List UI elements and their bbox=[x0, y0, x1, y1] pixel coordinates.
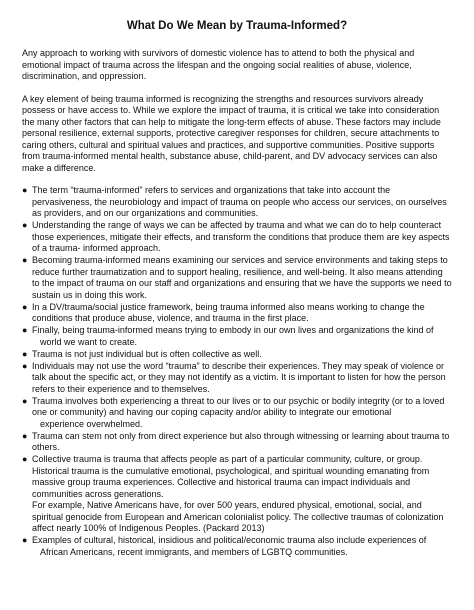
bullet-icon: ● bbox=[22, 220, 28, 230]
list-item-text: Trauma can stem not only from direct experience but also through witnessing or learning about trauma to others. bbox=[32, 430, 450, 452]
list-item bbox=[22, 185, 452, 220]
list-item-text: Trauma is not just individual but is often collective as well. bbox=[32, 348, 262, 359]
list-item bbox=[22, 349, 452, 361]
list-item bbox=[22, 535, 452, 558]
bullet-list bbox=[22, 185, 452, 558]
list-item-text: In a DV/trauma/social justice framework, being trauma informed also means working to change the conditions that produce abuse, violence, and trauma in the first place. bbox=[32, 301, 425, 323]
list-item-text: Individuals may not use the word “trauma” to describe their experiences. They may speak of violence or talk about the specific act, or they may not identify as a victim. It is important to listen for how the person refers to their experience and to themselves. bbox=[32, 360, 446, 394]
list-item-text: The term “trauma-informed” refers to services and organizations that take into account the pervasiveness, the neurobiology and impact of trauma on people who access our services, on ourselves as providers, and on our organizations and communities. bbox=[32, 185, 447, 218]
list-item bbox=[22, 454, 452, 535]
bullet-icon: ● bbox=[22, 535, 28, 545]
list-item bbox=[22, 431, 452, 454]
bullet-icon: ● bbox=[22, 454, 28, 464]
list-item-continuation: African Americans, recent immigrants, and members of LGBTQ communities. bbox=[40, 546, 348, 557]
list-item-text: Understanding the range of ways we can be affected by trauma and what we can do to help counteract those experiences, mitigate their effects, and transform the conditions that produce them are key aspects of a trauma- informed approach. bbox=[32, 220, 450, 253]
bullet-icon: ● bbox=[22, 185, 28, 195]
bullet-icon: ● bbox=[22, 430, 28, 441]
bullet-icon: ● bbox=[22, 348, 28, 359]
list-item-text: Becoming trauma-informed means examining our services and service environments and taking steps to reduce further traumatization and to support healing, resilience, and well-being. It also means attending to the impact of trauma on our staff and organizations and ensuring that we have the supports we need to sustain us in doing this work. bbox=[32, 255, 452, 300]
bullet-icon: ● bbox=[22, 325, 28, 335]
list-item bbox=[22, 361, 452, 396]
list-item bbox=[22, 220, 452, 255]
list-item bbox=[22, 255, 452, 301]
list-item-text: Collective trauma is trauma that affects people as part of a particular community, culture, or group. Historical trauma is the cumulative emotional, psychological, and spiritual wounding emanating from massive group trauma experiences. Collective and historical trauma can impact individuals and communities across generations. bbox=[32, 454, 430, 499]
bullet-icon: ● bbox=[22, 255, 28, 265]
bullet-icon: ● bbox=[22, 395, 28, 406]
list-item-continuation: world we want to create. bbox=[40, 336, 138, 347]
bullet-icon: ● bbox=[22, 360, 28, 371]
intro-paragraph: Any approach to working with survivors of domestic violence has to attend to both the physical and emotional impact of trauma across the lifespan and the ongoing social realities of abuse, violence, discrimination, and oppression. bbox=[22, 48, 415, 81]
list-item-continuation: experience overwhelmed. bbox=[40, 418, 143, 429]
list-item bbox=[22, 396, 452, 431]
document-title: What Do We Mean by Trauma-Informed? bbox=[126, 20, 348, 32]
list-item-text: Trauma involves both experiencing a threat to our lives or to our psychic or bodily integrity (or to a loved one or community) and having our coping capacity and/or ability to integrate our emotional bbox=[32, 395, 445, 417]
list-item-text: Finally, being trauma-informed means trying to embody in our own lives and organizations the kind of bbox=[32, 325, 434, 335]
list-item-text: Examples of cultural, historical, insidious and political/economic trauma also include experiences of bbox=[32, 535, 427, 545]
key-element-paragraph: A key element of being trauma informed is recognizing the strengths and resources survivors already possess or have access to. While we explore the impact of trauma, it is critical we take into consideration the many other factors that can help to mitigate the long-term effects of abuse. These factors may include personal resilience, external supports, protective caregiver responses for children, secure attachments to caring others, cultural and spiritual values and practices, and supportive communities. Positive supports from trauma-informed mental health, substance abuse, child-parent, and DV advocacy services can also make a difference. bbox=[22, 93, 441, 173]
list-item bbox=[22, 325, 452, 348]
list-item bbox=[22, 302, 452, 325]
list-item-continuation: For example, Native Americans have, for over 500 years, endured physical, emotional, social, and spiritual genocide from European and American colonialist policy. The collective traumas of colonization affect nearly 100% of Indigenous Peoples. (Packard 2013) bbox=[32, 500, 444, 533]
bullet-icon: ● bbox=[22, 301, 28, 312]
